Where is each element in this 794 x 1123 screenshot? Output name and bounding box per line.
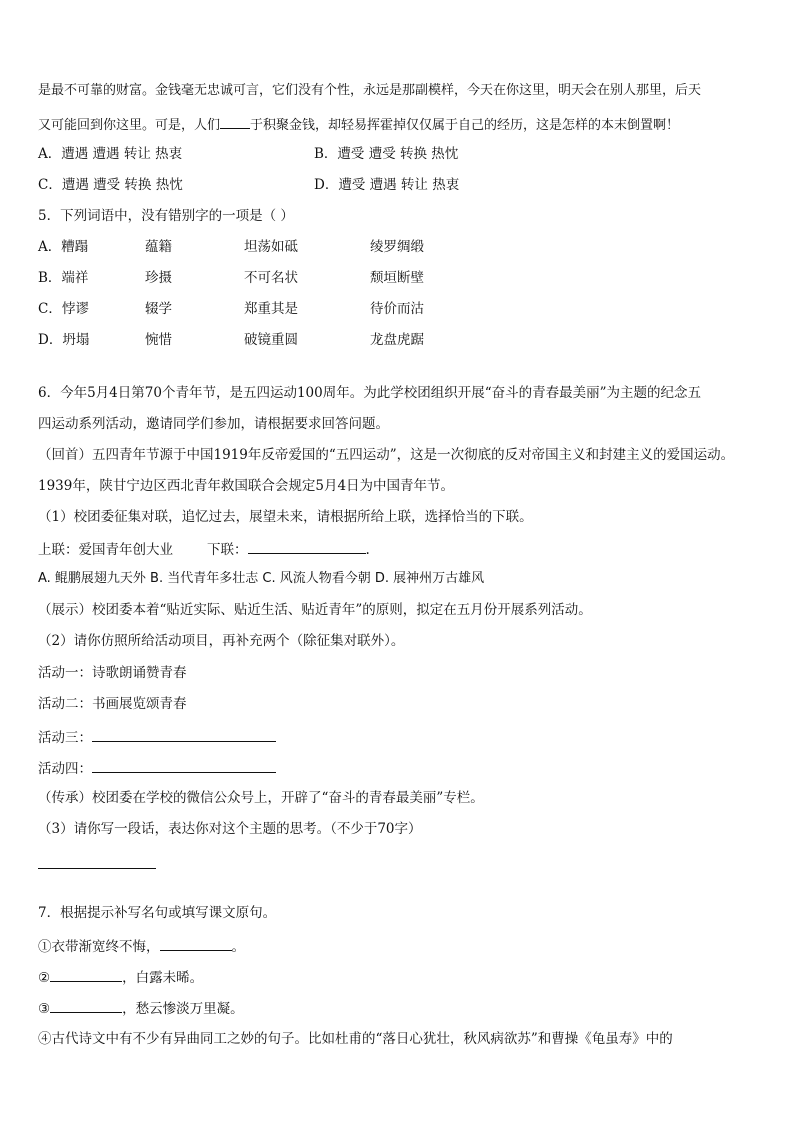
q6-lower-couplet-end: . xyxy=(365,542,370,558)
q7-item-4: ④古代诗文中有不少有异曲同工之妙的句子。比如杜甫的“落日心犹壮，秋风病欲苏”和曹操《龟虽寿》中的 xyxy=(38,1031,673,1047)
q6-upper-couplet: 上联：爱国青年创大业 xyxy=(38,542,173,558)
q6-intro-line-1: 6．今年5月4日第70个青年节，是五四运动100周年。为此学校团组织开展“奋斗的青春最美丽”为主题的纪念五 xyxy=(38,385,702,401)
q7-item-3-number: ③ xyxy=(38,1001,51,1017)
q4-option-d[interactable]: D．遭受 遭遇 转让 热衷 xyxy=(314,177,460,193)
q6-activity-4-blank[interactable] xyxy=(92,758,276,773)
q6-inherit-text: （传承）校团委在学校的微信公众号上，开辟了“奋斗的青春最美丽”专栏。 xyxy=(38,790,484,806)
q6-intro-line-2: 四运动系列活动，邀请同学们参加，请根据要求回答问题。 xyxy=(38,416,389,432)
q7-item-3-text: ，愁云惨淡万里凝。 xyxy=(122,1001,244,1017)
q7-item-2-blank[interactable] xyxy=(50,967,122,982)
q5-d-word-4: 龙盘虎踞 xyxy=(370,332,424,348)
q7-item-2-text: ，白露未晞。 xyxy=(122,970,204,986)
q4-option-c[interactable]: C．遭遇 遭受 转换 热忱 xyxy=(38,177,183,193)
q5-stem: 5．下列词语中，没有错别字的一项是（ ） xyxy=(38,208,294,224)
q6-couplet-choices[interactable]: A. 鲲鹏展翅九天外 B. 当代青年多壮志 C. 风流人物看今朝 D. 展神州万古雄风 xyxy=(38,571,485,586)
q5-c-word-2: 辍学 xyxy=(145,301,172,317)
q6-activity-3-label: 活动三： xyxy=(38,730,92,746)
q5-c-word-4: 待价而沽 xyxy=(370,301,424,317)
q6-essay-blank[interactable] xyxy=(38,868,156,869)
q5-a-word-4: 绫罗绸缎 xyxy=(370,239,424,255)
q7-item-1-blank[interactable] xyxy=(160,936,232,951)
q6-activity-3 xyxy=(38,727,276,747)
q5-d-word-3: 破镜重圆 xyxy=(244,332,298,348)
q6-background-line-1: （回首）五四青年节源于中国1919年反帝爱国的“五四运动”，这是一次彻底的反对帝国主义和封建主义的爱国运动。 xyxy=(38,447,735,463)
q5-c-word-1: C．悖谬 xyxy=(38,301,89,317)
q5-a-word-1: A．糟蹋 xyxy=(38,239,89,255)
q6-sub-question-3: （3）请你写一段话，表达你对这个主题的思考。（不少于70字） xyxy=(38,821,422,837)
q4-text-line-1: 是最不可靠的财富。金钱毫无忠诚可言，它们没有个性，永远是那副模样，今天在你这里，明天会在别人那里，后天 xyxy=(38,83,702,98)
q5-b-word-2: 珍摄 xyxy=(145,270,172,286)
q6-show-text: （展示）校团委本着“贴近实际、贴近生活、贴近青年”的原则，拟定在五月份开展系列活动。 xyxy=(38,602,592,618)
q6-activity-2: 活动二：书画展览颂青春 xyxy=(38,696,187,712)
q5-b-word-1: B．端祥 xyxy=(38,270,89,286)
q4-option-b[interactable]: B．遭受 遭受 转换 热忱 xyxy=(314,146,459,162)
q6-background-line-2: 1939年，陕甘宁边区西北青年救国联合会规定5月4日为中国青年节。 xyxy=(38,478,455,494)
q7-item-1 xyxy=(38,936,245,956)
q6-activity-3-blank[interactable] xyxy=(92,727,276,742)
q6-activity-4-label: 活动四： xyxy=(38,761,92,777)
q6-activity-4 xyxy=(38,758,276,778)
q7-item-3 xyxy=(38,998,244,1018)
q6-couplet-line xyxy=(38,539,370,559)
q6-sub-question-1: （1）校团委征集对联，追忆过去，展望未来，请根据所给上联，选择恰当的下联。 xyxy=(38,509,533,525)
q4-text-line-2-start: 又可能回到你这里。可是，人们 xyxy=(38,118,221,133)
q4-option-a[interactable]: A．遭遇 遭遇 转让 热衷 xyxy=(38,146,183,162)
q5-d-word-2: 惋惜 xyxy=(145,332,172,348)
q4-text-line-2-end: 于积聚金钱，却轻易挥霍掉仅仅属于自己的经历，这是怎样的本末倒置啊！ xyxy=(250,118,680,133)
q6-lower-couplet-label: 下联： xyxy=(207,542,248,558)
q6-lower-couplet-blank[interactable] xyxy=(248,539,366,554)
q4-text-line-2 xyxy=(38,114,679,135)
q4-answer-blank[interactable] xyxy=(220,114,250,129)
q6-sub-question-2: （2）请你仿照所给活动项目，再补充两个（除征集对联外）。 xyxy=(38,633,405,649)
q7-item-3-blank[interactable] xyxy=(50,998,122,1013)
q7-stem: 7．根据提示补写名句或填写课文原句。 xyxy=(38,905,277,921)
q6-activity-1: 活动一：诗歌朗诵赞青春 xyxy=(38,665,187,681)
q5-d-word-1: D．坍塌 xyxy=(38,332,90,348)
q5-a-word-2: 蕴籍 xyxy=(145,239,172,255)
q5-b-word-4: 颓垣断壁 xyxy=(370,270,424,286)
q7-item-2-number: ② xyxy=(38,970,51,986)
q5-c-word-3: 郑重其是 xyxy=(244,301,298,317)
q7-item-1-text: ①衣带渐宽终不悔， xyxy=(38,939,160,955)
q7-item-1-end: 。 xyxy=(231,939,245,955)
q5-b-word-3: 不可名状 xyxy=(244,270,298,286)
q7-item-2 xyxy=(38,967,203,987)
q5-a-word-3: 坦荡如砥 xyxy=(244,239,298,255)
